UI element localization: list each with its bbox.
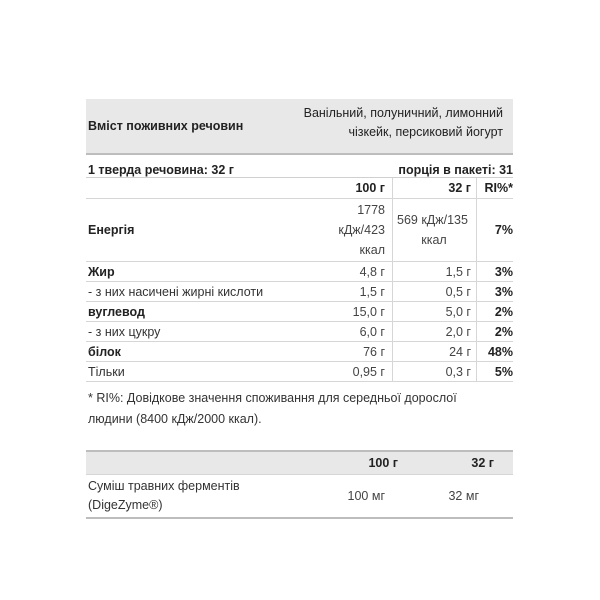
table-row: [86, 342, 513, 362]
row-label: вуглевод: [86, 302, 298, 322]
column-header-blank: [86, 178, 298, 199]
row-per100: 0,95 г: [298, 362, 393, 382]
ri-footnote: [86, 382, 513, 440]
nutrition-table: [86, 178, 513, 382]
row-per32: 0,5 г: [393, 282, 477, 302]
row-ri: 5%: [477, 362, 514, 382]
table-row: [86, 282, 513, 302]
energy-per32: [393, 199, 477, 262]
energy-ri: 7%: [477, 199, 514, 262]
nutrition-panel: [86, 99, 513, 519]
column-header-row: [86, 178, 513, 199]
table-row: [86, 262, 513, 282]
energy-per100: [298, 199, 393, 262]
enzyme-section: [86, 450, 513, 519]
flavors-line-1: Ванільний, полуничний, лимонний: [303, 106, 503, 120]
enzyme-per32: 32 мг: [448, 489, 479, 503]
enzyme-table: [86, 452, 513, 517]
column-header-100g: 100 г: [298, 178, 393, 199]
row-ri: 2%: [477, 302, 514, 322]
row-per32: 24 г: [393, 342, 477, 362]
enzyme-row: [86, 475, 513, 518]
servings-per-pack: порція в пакеті: 31: [398, 163, 513, 177]
enzyme-ri-blank: [499, 475, 513, 518]
enzyme-label-line-2: (DigeZyme®): [88, 498, 163, 512]
energy-row: [86, 199, 513, 262]
enzyme-header-100g: 100 г: [298, 452, 405, 475]
table-row: [86, 362, 513, 382]
flavors-line-2: чізкейк, персиковий йогурт: [348, 125, 503, 139]
flavors-text: [298, 99, 513, 153]
enzyme-label: [86, 475, 298, 518]
row-ri: 3%: [477, 262, 514, 282]
enzyme-per100: 100 мг: [347, 489, 385, 503]
energy-per100-line-3: ккал: [359, 243, 385, 257]
row-label: Тільки: [86, 362, 298, 382]
enzyme-header-row: [86, 452, 513, 475]
footnote-line-2: людини (8400 кДж/2000 ккал).: [88, 412, 262, 426]
row-label: Жир: [86, 262, 298, 282]
energy-label: Енергія: [86, 199, 298, 262]
energy-per100-line-1: 1778: [357, 203, 385, 217]
row-per32: 2,0 г: [393, 322, 477, 342]
energy-per100-line-2: кДж/423: [338, 223, 385, 237]
serving-info: [86, 157, 513, 178]
row-ri: 48%: [477, 342, 514, 362]
nutrition-header: [86, 99, 513, 155]
row-per32: 0,3 г: [393, 362, 477, 382]
row-per100: 4,8 г: [298, 262, 393, 282]
row-per100: 6,0 г: [298, 322, 393, 342]
nutrition-title: Вміст поживних речовин: [88, 119, 244, 133]
row-per32: 5,0 г: [393, 302, 477, 322]
row-ri: 2%: [477, 322, 514, 342]
enzyme-label-line-1: Суміш травних ферментів: [88, 479, 240, 493]
enzyme-header-32g: 32 г: [405, 452, 499, 475]
enzyme-header-ri-blank: [499, 452, 513, 475]
serving-size: 1 тверда речовина: 32 г: [88, 163, 234, 177]
row-per100: 76 г: [298, 342, 393, 362]
column-header-ri: RI%*: [477, 178, 514, 199]
row-per32: 1,5 г: [393, 262, 477, 282]
footnote-line-1: * RI%: Довідкове значення споживання для середньої дорослої: [88, 391, 457, 405]
row-label: білок: [86, 342, 298, 362]
row-label: - з них цукру: [86, 322, 298, 342]
energy-per32-line-2: ккал: [421, 233, 447, 247]
column-header-32g: 32 г: [393, 178, 477, 199]
row-per100: 15,0 г: [298, 302, 393, 322]
table-row: [86, 322, 513, 342]
row-label: - з них насичені жирні кислоти: [86, 282, 298, 302]
table-row: [86, 302, 513, 322]
row-ri: 3%: [477, 282, 514, 302]
energy-per32-line-1: 569 кДж/135: [397, 213, 468, 227]
enzyme-header-blank: [86, 452, 298, 475]
row-per100: 1,5 г: [298, 282, 393, 302]
